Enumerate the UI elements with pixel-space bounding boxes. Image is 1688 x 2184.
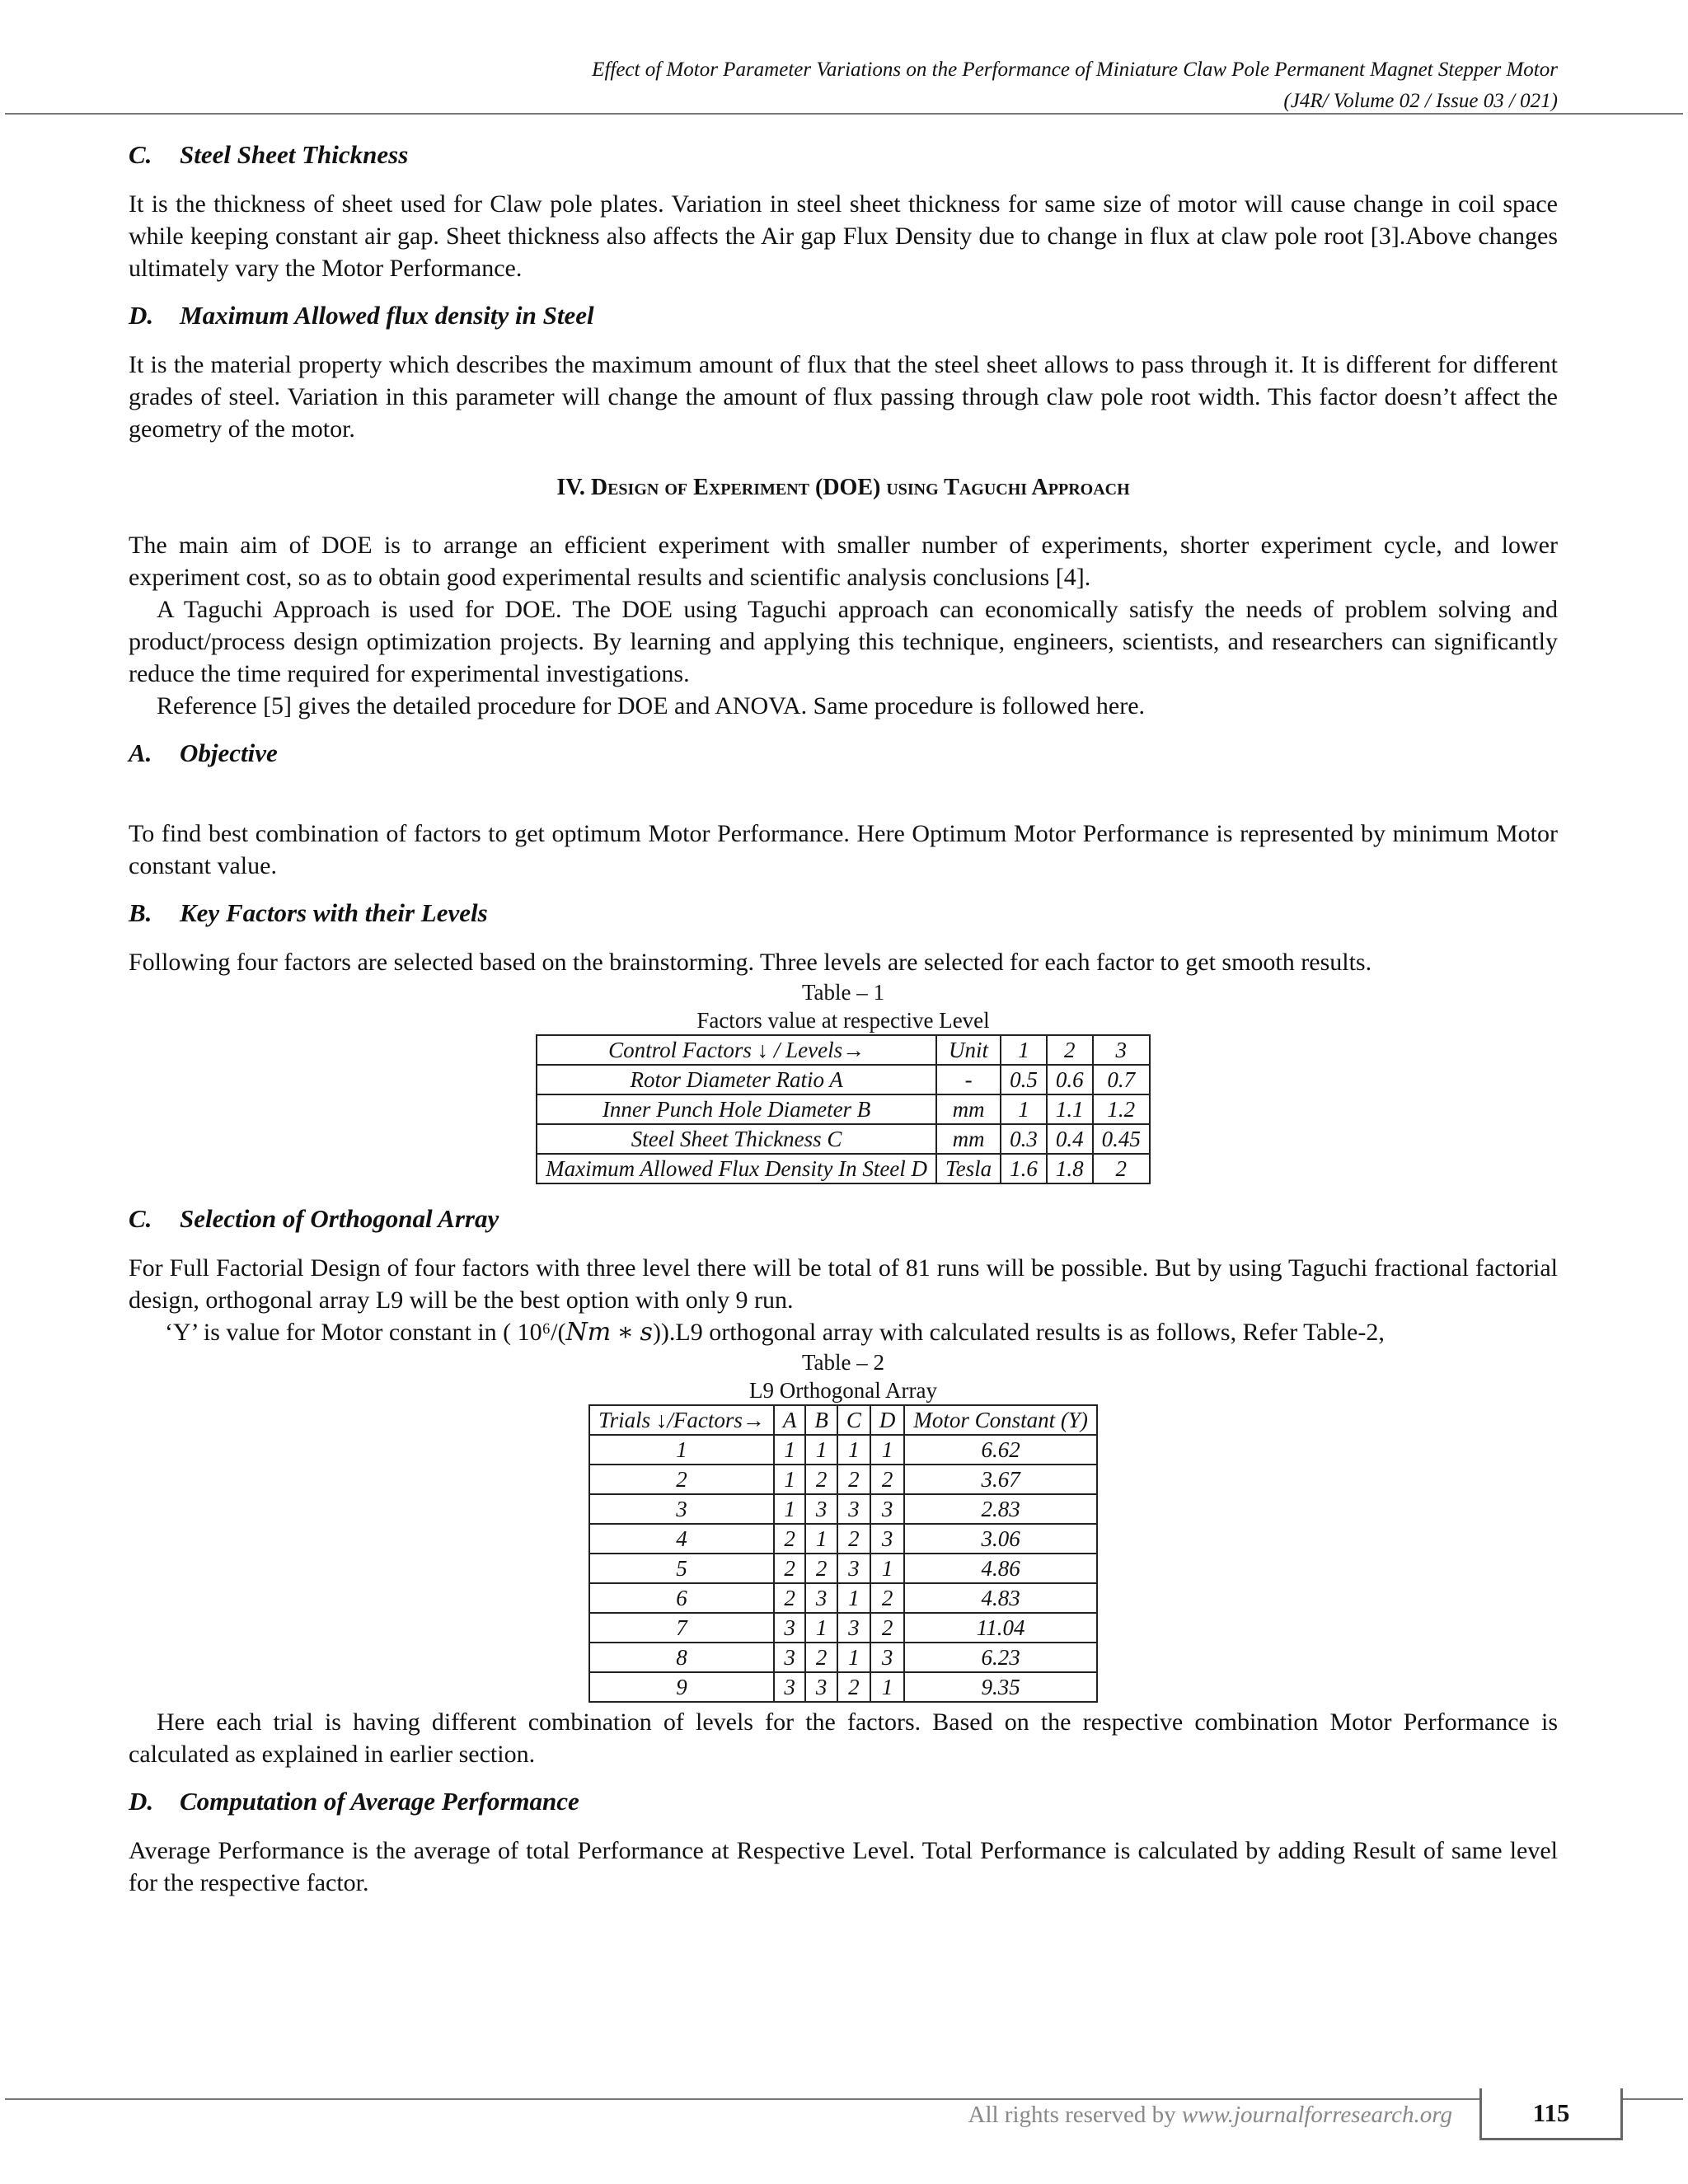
table-cell: mm	[936, 1094, 1001, 1124]
table-row	[589, 1583, 1097, 1613]
heading-number: D.	[129, 301, 154, 330]
header-volume: (J4R/ Volume 02 / Issue 03 / 021)	[1283, 90, 1558, 112]
table-cell: Unit	[936, 1035, 1001, 1065]
table-row	[589, 1613, 1097, 1643]
table-cell: 0.7	[1093, 1065, 1150, 1094]
heading-max-flux-density	[129, 299, 1558, 332]
table-cell: 1	[589, 1435, 774, 1465]
table-cell: 1	[805, 1435, 837, 1465]
table-cell: Motor Constant (Y)	[904, 1405, 1097, 1435]
table-cell: Steel Sheet Thickness C	[537, 1124, 936, 1154]
table-header-row	[589, 1405, 1097, 1435]
table-row	[537, 1154, 1150, 1183]
table-cell: 2	[1093, 1154, 1150, 1183]
table-cell: C	[837, 1405, 870, 1435]
heading-objective	[129, 737, 1558, 770]
table-cell: 1	[837, 1643, 870, 1672]
table-cell: 6.23	[904, 1643, 1097, 1672]
paragraph: It is the material property which describes the maximum amount of flux that the steel sheet allows to pass through it. It is different for different grades of steel. Variation in this parameter will change the amount of flux passing through claw pole root width. This factor doesn’t affect the geometry of the motor.	[129, 351, 1558, 443]
table-cell: 3	[837, 1554, 870, 1583]
table-row	[589, 1643, 1097, 1672]
table-cell: 3	[837, 1494, 870, 1524]
heading-steel-sheet-thickness	[129, 138, 1558, 171]
table-cell: 2	[774, 1583, 806, 1613]
heading-text: Selection of Orthogonal Array	[180, 1204, 499, 1233]
table-cell: 1.1	[1047, 1094, 1093, 1124]
table-row	[589, 1524, 1097, 1554]
heading-number: B.	[129, 898, 152, 927]
table-cell: 1	[774, 1494, 806, 1524]
table-cell: 2	[837, 1524, 870, 1554]
header-title: Effect of Motor Parameter Variations on the Performance of Miniature Claw Pole Permanent Magnet Stepper Motor	[592, 59, 1558, 81]
table-cell: 4.86	[904, 1554, 1097, 1583]
table-cell: 1	[1001, 1035, 1047, 1065]
paragraph: To find best combination of factors to get optimum Motor Performance. Here Optimum Motor Performance is represented by minimum Motor constant value.	[129, 820, 1558, 879]
table-cell: 2	[589, 1465, 774, 1494]
table-cell: Maximum Allowed Flux Density In Steel D	[537, 1154, 936, 1183]
main-content	[129, 138, 1558, 1914]
paragraph: For Full Factorial Design of four factors with three level there will be total of 81 runs will be possible. But by using Taguchi fractional factorial design, orthogonal array L9 will be the best option with only 9 run.	[129, 1254, 1558, 1314]
page-number: 115	[1479, 2088, 1623, 2140]
footer-copyright	[968, 2102, 1453, 2129]
table-cell: 1	[870, 1554, 905, 1583]
table-cell: 3	[774, 1672, 806, 1702]
heading-number: C.	[129, 1204, 152, 1233]
table-cell: Tesla	[936, 1154, 1001, 1183]
heading-number: D.	[129, 1787, 154, 1816]
table-cell: 9.35	[904, 1672, 1097, 1702]
paragraph: Here each trial is having different combination of levels for the factors. Based on the respective combination Motor Performance is calculated as explained in earlier section.	[129, 1708, 1558, 1768]
table-cell: 1	[870, 1672, 905, 1702]
table-cell: 2	[837, 1465, 870, 1494]
table-cell: 0.3	[1001, 1124, 1047, 1154]
table-cell: 3	[774, 1613, 806, 1643]
table-cell: B	[805, 1405, 837, 1435]
table-cell: 6.62	[904, 1435, 1097, 1465]
table-cell: 6	[589, 1583, 774, 1613]
table-header-row	[537, 1035, 1150, 1065]
table-cell: 3	[805, 1494, 837, 1524]
paragraph: Reference [5] gives the detailed procedure for DOE and ANOVA. Same procedure is followed here.	[157, 692, 1146, 719]
table-cell: 8	[589, 1643, 774, 1672]
table-cell: 1.6	[1001, 1154, 1047, 1183]
paragraph: It is the thickness of sheet used for Claw pole plates. Variation in steel sheet thickness for same size of motor will cause change in coil space while keeping constant air gap. Sheet thickness also affects the Air gap Flux Density due to change in flux at claw pole root [3].Above changes ultimately vary the Motor Performance.	[129, 190, 1558, 282]
table-cell: 7	[589, 1613, 774, 1643]
table-cell: 0.4	[1047, 1124, 1093, 1154]
table-cell: 3.67	[904, 1465, 1097, 1494]
running-header	[592, 54, 1558, 117]
table-cell: 2	[805, 1554, 837, 1583]
table-cell: 1	[1001, 1094, 1047, 1124]
footer-rule	[5, 2098, 1683, 2100]
table-row	[589, 1494, 1097, 1524]
table-cell: 1.8	[1047, 1154, 1093, 1183]
table-cell: 1	[837, 1435, 870, 1465]
heading-number: A.	[129, 738, 152, 767]
table-cell: 1	[774, 1465, 806, 1494]
table-cell: 0.6	[1047, 1065, 1093, 1094]
table-cell: 4	[589, 1524, 774, 1554]
table-cell: 2	[1047, 1035, 1093, 1065]
table-cell: 3.06	[904, 1524, 1097, 1554]
table-cell: 3	[1093, 1035, 1150, 1065]
table-cell: Control Factors ↓ / Levels→	[537, 1035, 936, 1065]
table-row	[589, 1465, 1097, 1494]
table-cell: 4.83	[904, 1583, 1097, 1613]
table-cell: 3	[870, 1494, 905, 1524]
table-cell: 2	[774, 1524, 806, 1554]
table-cell: 3	[837, 1613, 870, 1643]
table-cell: 2	[870, 1613, 905, 1643]
table-cell: Trials ↓/Factors→	[589, 1405, 774, 1435]
table-cell: 3	[870, 1643, 905, 1672]
paragraph: The main aim of DOE is to arrange an efficient experiment with smaller number of experiments, shorter experiment cycle, and lower experiment cost, so as to obtain good experimental results and scientific analysis conclusions [4].	[129, 532, 1558, 591]
heading-text: Steel Sheet Thickness	[180, 140, 409, 169]
heading-number: C.	[129, 140, 152, 169]
paragraph: Average Performance is the average of total Performance at Respective Level. Total Performance is calculated by adding Result of same level for the respective factor.	[129, 1837, 1558, 1896]
heading-text: Maximum Allowed flux density in Steel	[180, 301, 594, 330]
table1-label: Table – 1	[801, 980, 885, 1005]
table-cell: 1.2	[1093, 1094, 1150, 1124]
footer-prefix: All rights reserved by	[968, 2102, 1182, 2128]
table-cell: 2	[805, 1643, 837, 1672]
l9-orthogonal-array-table	[588, 1404, 1098, 1703]
table-cell: 1	[870, 1435, 905, 1465]
table-cell: 3	[589, 1494, 774, 1524]
table-row	[537, 1065, 1150, 1094]
table1-caption: Factors value at respective Level	[696, 1008, 990, 1033]
table-cell: 3	[805, 1583, 837, 1613]
table-cell: -	[936, 1065, 1001, 1094]
table-cell: 9	[589, 1672, 774, 1702]
factors-table	[536, 1034, 1151, 1184]
section-heading-doe: IV. Design of Experiment (DOE) using Taguchi Approach	[556, 475, 1130, 500]
table-cell: A	[774, 1405, 806, 1435]
paragraph: Following four factors are selected based on the brainstorming. Three levels are selected for each factor to get smooth results.	[129, 949, 1372, 976]
table-row	[589, 1554, 1097, 1583]
table-row	[537, 1094, 1150, 1124]
table2-caption: L9 Orthogonal Array	[749, 1378, 937, 1403]
table2-label: Table – 2	[801, 1350, 885, 1375]
table-cell: 2	[837, 1672, 870, 1702]
table-cell: 2	[870, 1465, 905, 1494]
paragraph: ‘Y’ is value for Motor constant in ( 10⁶/(𝑁𝑚 ∗ 𝑠)).L9 orthogonal array with calculated results is as follows, Refer Table-2,	[165, 1319, 1385, 1346]
table-cell: 5	[589, 1554, 774, 1583]
table-row	[589, 1672, 1097, 1702]
table-cell: 2	[870, 1583, 905, 1613]
table-cell: 2.83	[904, 1494, 1097, 1524]
table-cell: mm	[936, 1124, 1001, 1154]
table-cell: 2	[774, 1554, 806, 1583]
table-cell: 0.5	[1001, 1065, 1047, 1094]
heading-text: Objective	[180, 738, 278, 767]
table-cell: Inner Punch Hole Diameter B	[537, 1094, 936, 1124]
footer-url: www.journalforresearch.org	[1181, 2102, 1452, 2128]
table-cell: 1	[805, 1613, 837, 1643]
table-cell: 1	[774, 1435, 806, 1465]
table-cell: 3	[870, 1524, 905, 1554]
table-cell: Rotor Diameter Ratio A	[537, 1065, 936, 1094]
table-cell: 2	[805, 1465, 837, 1494]
heading-orthogonal-array	[129, 1202, 1558, 1235]
table-cell: 3	[774, 1643, 806, 1672]
table-cell: 0.45	[1093, 1124, 1150, 1154]
paragraph: A Taguchi Approach is used for DOE. The DOE using Taguchi approach can economically satisfy the needs of problem solving and product/process design optimization projects. By learning and applying this technique, engineers, scientists, and researchers can significantly reduce the time required for experimental investigations.	[129, 596, 1558, 687]
heading-text: Key Factors with their Levels	[180, 898, 488, 927]
table-cell: 3	[805, 1672, 837, 1702]
heading-key-factors	[129, 897, 1558, 930]
table-cell: 1	[805, 1524, 837, 1554]
table-row	[537, 1124, 1150, 1154]
table-row	[589, 1435, 1097, 1465]
table-cell: 11.04	[904, 1613, 1097, 1643]
table-cell: D	[870, 1405, 905, 1435]
table-cell: 1	[837, 1583, 870, 1613]
heading-text: Computation of Average Performance	[180, 1787, 579, 1816]
header-rule	[5, 113, 1683, 115]
heading-average-performance	[129, 1785, 1558, 1818]
